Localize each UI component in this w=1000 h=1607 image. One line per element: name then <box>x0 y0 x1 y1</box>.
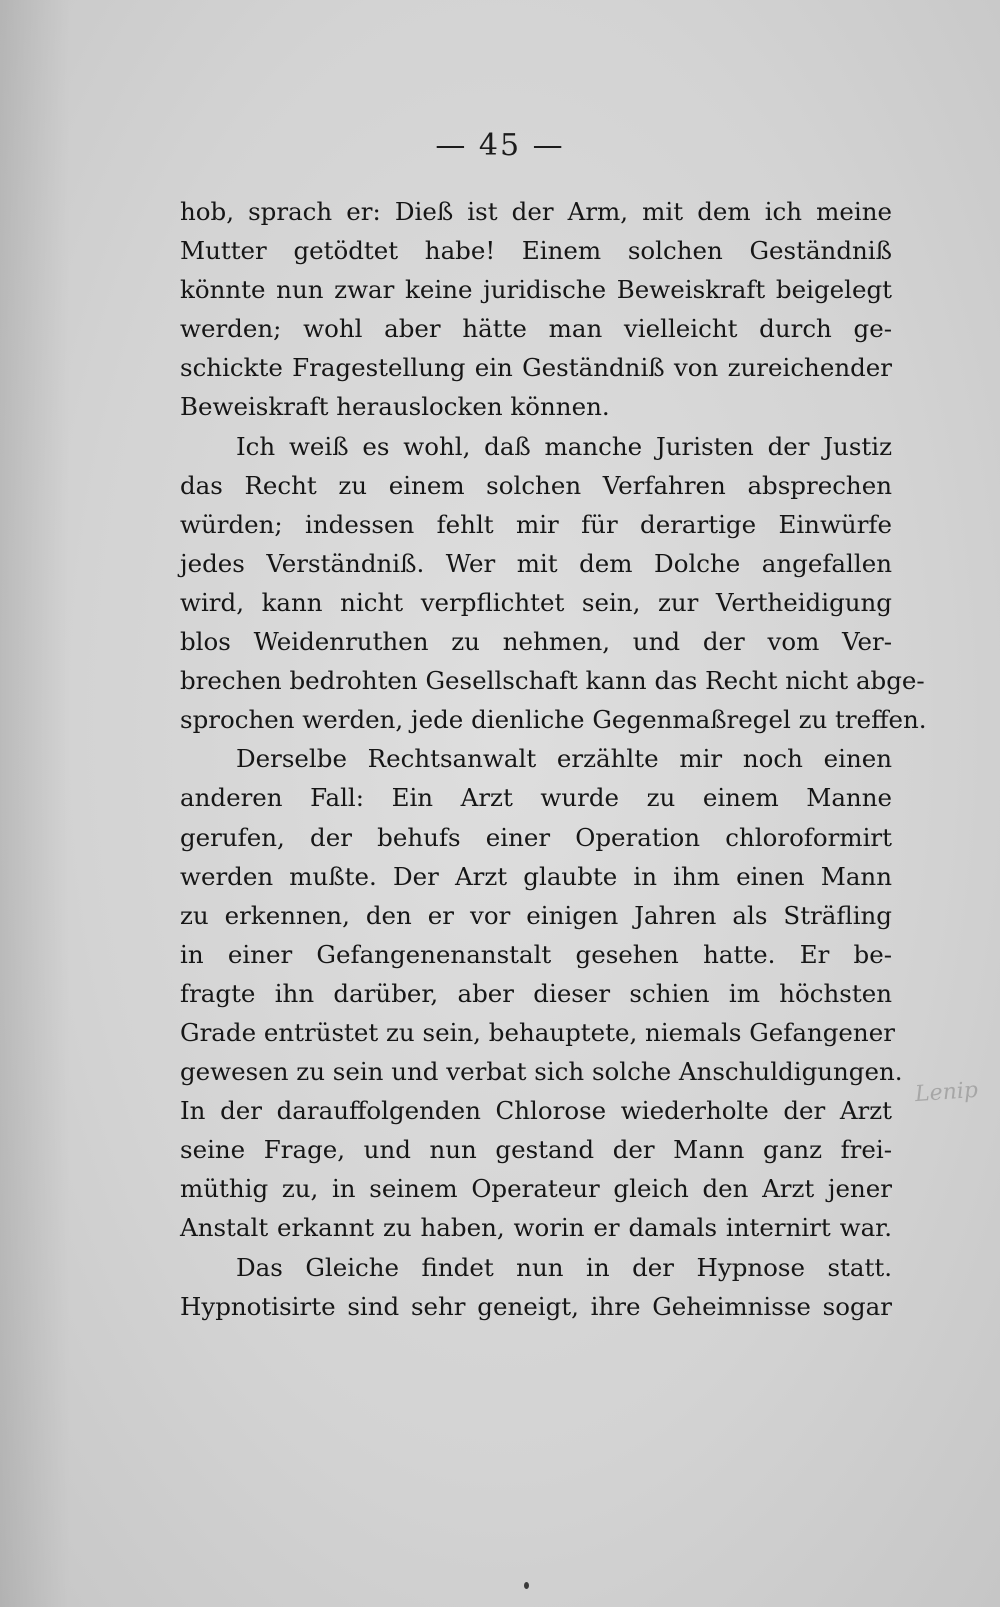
text-line: blos Weidenruthen zu nehmen, und der vom Ver- <box>180 627 892 657</box>
text-line: Anstalt erkannt zu haben, worin er damals internirt war. <box>180 1213 892 1243</box>
text-line: Hypnotisirte sind sehr geneigt, ihre Geheimnisse sogar <box>180 1291 892 1321</box>
text-line: anderen Fall: Ein Arzt wurde zu einem Manne <box>180 783 892 813</box>
text-line: seine Frage, und nun gestand der Mann ganz frei- <box>180 1135 892 1165</box>
text-line: das Recht zu einem solchen Verfahren absprechen <box>180 470 892 500</box>
text-line: hob, sprach er: Dieß ist der Arm, mit dem ich meine <box>180 197 892 226</box>
text-line: wird, kann nicht verpflichtet sein, zur Vertheidigung <box>180 587 892 617</box>
page-number: — 45 — <box>435 128 565 163</box>
text-line: Ich weiß es wohl, daß manche Juristen der Justiz <box>236 431 892 461</box>
text-line: Derselbe Rechtsanwalt erzählte mir noch einen <box>236 744 892 774</box>
body-text <box>180 192 927 1326</box>
text-line: jedes Verständniß. Wer mit dem Dolche angefallen <box>180 548 892 578</box>
text-line: werden; wohl aber hätte man vielleicht durch ge- <box>180 314 892 344</box>
text-line: in einer Gefangenenanstalt gesehen hatte. Er be- <box>180 939 892 969</box>
text-line: Mutter getödtet habe! Einem solchen Geständniß <box>180 236 892 266</box>
text-line: brechen bedrohten Gesellschaft kann das Recht nicht abge- <box>180 666 925 696</box>
text-line: Beweiskraft herauslocken können. <box>180 392 610 422</box>
text-line: gerufen, der behufs einer Operation chloroformirt <box>180 822 892 852</box>
text-line: würden; indessen fehlt mir für derartige Einwürfe <box>180 509 892 539</box>
paper-speck <box>524 1582 529 1589</box>
text-line: schickte Fragestellung ein Geständniß von zureichender <box>180 353 892 383</box>
text-line: fragte ihn darüber, aber dieser schien im höchsten <box>180 978 892 1008</box>
text-line: Grade entrüstet zu sein, behauptete, niemals Gefangener <box>180 1017 895 1047</box>
text-line: könnte nun zwar keine juridische Beweiskraft beigelegt <box>180 275 892 305</box>
text-line: müthig zu, in seinem Operateur gleich den Arzt jener <box>180 1174 892 1204</box>
text-line: zu erkennen, den er vor einigen Jahren als Sträfling <box>180 900 892 930</box>
margin-pencil-note: Lenip <box>914 1077 979 1108</box>
spine-shadow <box>0 0 70 1607</box>
text-line: gewesen zu sein und verbat sich solche Anschuldigungen. <box>180 1057 903 1087</box>
text-line: werden mußte. Der Arzt glaubte in ihm einen Mann <box>180 861 892 891</box>
text-line: In der darauffolgenden Chlorose wiederholte der Arzt <box>180 1096 892 1126</box>
text-line: sprochen werden, jede dienliche Gegenmaßregel zu treffen. <box>180 705 927 735</box>
text-line: Das Gleiche findet nun in der Hypnose statt. <box>236 1252 892 1282</box>
